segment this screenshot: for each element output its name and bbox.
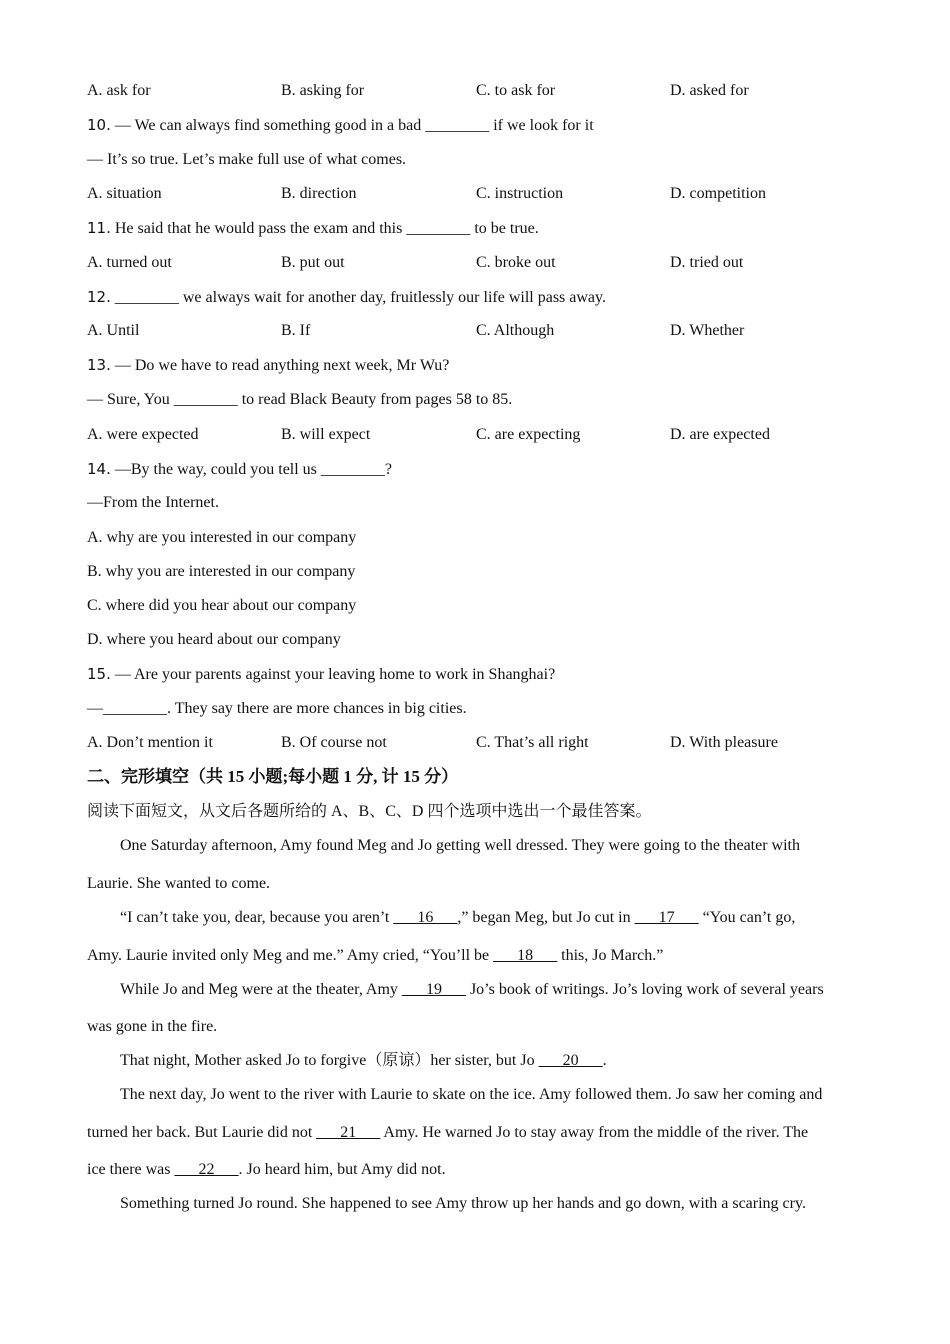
q11-option-c[interactable]: C. broke out [476, 254, 556, 271]
passage-text: Amy. Laurie invited only Meg and me.” Amy cried, “You’ll be [87, 947, 494, 964]
q9-option-c[interactable]: C. to ask for [476, 82, 556, 99]
blank-21[interactable]: ___21___ [316, 1124, 381, 1141]
q13-option-b[interactable]: B. will expect [281, 426, 371, 443]
blank-17[interactable]: ___17___ [634, 909, 699, 926]
passage-p2-line1 [120, 908, 795, 928]
passage-p1-line2: Laurie. She wanted to come. [87, 875, 271, 892]
q10-reply: — It’s so true. Let’s make full use of what comes. [87, 151, 407, 168]
section-heading: 二、完形填空（共 15 小题;每小题 1 分, 计 15 分） [87, 767, 459, 786]
passage-text: ice there was [87, 1161, 175, 1178]
passage-text: this, Jo March.” [557, 947, 664, 964]
passage-text: Amy. He warned Jo to stay away from the middle of the river. The [380, 1124, 809, 1141]
passage-p5-line2 [87, 1123, 808, 1143]
q12-text: ________ we always wait for another day, fruitlessly our life will pass away. [110, 289, 606, 306]
q12-option-c[interactable]: C. Although [476, 322, 555, 339]
q14-text: —By the way, could you tell us ________? [110, 461, 393, 478]
q15-option-d[interactable]: D. With pleasure [670, 734, 778, 751]
q15-option-c[interactable]: C. That’s all right [476, 734, 589, 751]
passage-p2-line2 [87, 946, 663, 966]
q12-option-d[interactable]: D. Whether [670, 322, 745, 339]
q15-text: — Are your parents against your leaving home to work in Shanghai? [110, 666, 556, 683]
passage-text: “I can’t take you, dear, because you aren’t [120, 909, 394, 926]
q10-option-d[interactable]: D. competition [670, 185, 766, 202]
q14-option-a[interactable]: A. why are you interested in our company [87, 529, 357, 546]
q13-option-d[interactable]: D. are expected [670, 426, 770, 443]
q13-option-c[interactable]: C. are expecting [476, 426, 581, 443]
q14-reply: —From the Internet. [87, 494, 219, 511]
q10-option-a[interactable]: A. situation [87, 185, 162, 202]
section-instruction: 阅读下面短文，从文后各题所给的 A、B、C、D 四个选项中选出一个最佳答案。 [87, 803, 652, 820]
q14-number: 14. [87, 460, 111, 478]
q15-option-a[interactable]: A. Don’t mention it [87, 734, 213, 751]
blank-20[interactable]: ___20___ [538, 1052, 603, 1069]
q14-stem [87, 459, 392, 480]
blank-22[interactable]: ___22___ [174, 1161, 239, 1178]
passage-p4 [120, 1051, 607, 1071]
passage-text: . Jo heard him, but Amy did not. [238, 1161, 446, 1178]
q12-number: 12. [87, 288, 111, 306]
blank-19[interactable]: ___19___ [401, 981, 466, 998]
q10-stem [87, 115, 594, 136]
q15-option-b[interactable]: B. Of course not [281, 734, 387, 751]
passage-p5-line1: The next day, Jo went to the river with Laurie to skate on the ice. Amy followed them. Jo saw her coming and [120, 1086, 823, 1103]
q13-stem [87, 355, 449, 376]
q11-stem [87, 218, 539, 239]
q13-text: — Do we have to read anything next week, Mr Wu? [110, 357, 450, 374]
q10-option-c[interactable]: C. instruction [476, 185, 564, 202]
passage-text: “You can’t go, [698, 909, 796, 926]
q13-number: 13. [87, 356, 111, 374]
passage-p5-line3 [87, 1160, 446, 1180]
q11-option-b[interactable]: B. put out [281, 254, 345, 271]
passage-p6: Something turned Jo round. She happened to see Amy throw up her hands and go down, with a scaring cry. [120, 1195, 806, 1212]
q11-number: 11. [87, 219, 111, 237]
passage-p1-line1: One Saturday afternoon, Amy found Meg and Jo getting well dressed. They were going to the theater with [120, 837, 800, 854]
passage-text: Jo’s book of writings. Jo’s loving work of several years [465, 981, 824, 998]
q15-stem [87, 664, 555, 685]
q15-reply: —________. They say there are more chances in big cities. [87, 700, 467, 717]
passage-text: That night, Mother asked Jo to forgive（原谅）her sister, but Jo [120, 1052, 539, 1069]
q10-text: — We can always find something good in a bad ________ if we look for it [110, 117, 594, 134]
q12-stem [87, 287, 606, 308]
q12-option-b[interactable]: B. If [281, 322, 311, 339]
q9-option-b[interactable]: B. asking for [281, 82, 365, 99]
passage-text: . [602, 1052, 607, 1069]
q9-option-d[interactable]: D. asked for [670, 82, 749, 99]
q11-text: He said that he would pass the exam and this ________ to be true. [110, 220, 539, 237]
passage-p3-line1 [120, 980, 824, 1000]
blank-16[interactable]: ___16___ [393, 909, 458, 926]
q11-option-a[interactable]: A. turned out [87, 254, 172, 271]
q9-option-a[interactable]: A. ask for [87, 82, 151, 99]
passage-text: While Jo and Meg were at the theater, Amy [120, 981, 402, 998]
q15-number: 15. [87, 665, 111, 683]
q10-option-b[interactable]: B. direction [281, 185, 357, 202]
q11-option-d[interactable]: D. tried out [670, 254, 744, 271]
passage-text: ,” began Meg, but Jo cut in [457, 909, 635, 926]
passage-text: turned her back. But Laurie did not [87, 1124, 317, 1141]
blank-18[interactable]: ___18___ [493, 947, 558, 964]
q12-option-a[interactable]: A. Until [87, 322, 140, 339]
q10-number: 10. [87, 116, 111, 134]
q14-option-b[interactable]: B. why you are interested in our company [87, 563, 356, 580]
q14-option-d[interactable]: D. where you heard about our company [87, 631, 341, 648]
q13-reply: — Sure, You ________ to read Black Beauty from pages 58 to 85. [87, 391, 513, 408]
q13-option-a[interactable]: A. were expected [87, 426, 199, 443]
passage-p3-line2: was gone in the fire. [87, 1018, 218, 1035]
q14-option-c[interactable]: C. where did you hear about our company [87, 597, 357, 614]
